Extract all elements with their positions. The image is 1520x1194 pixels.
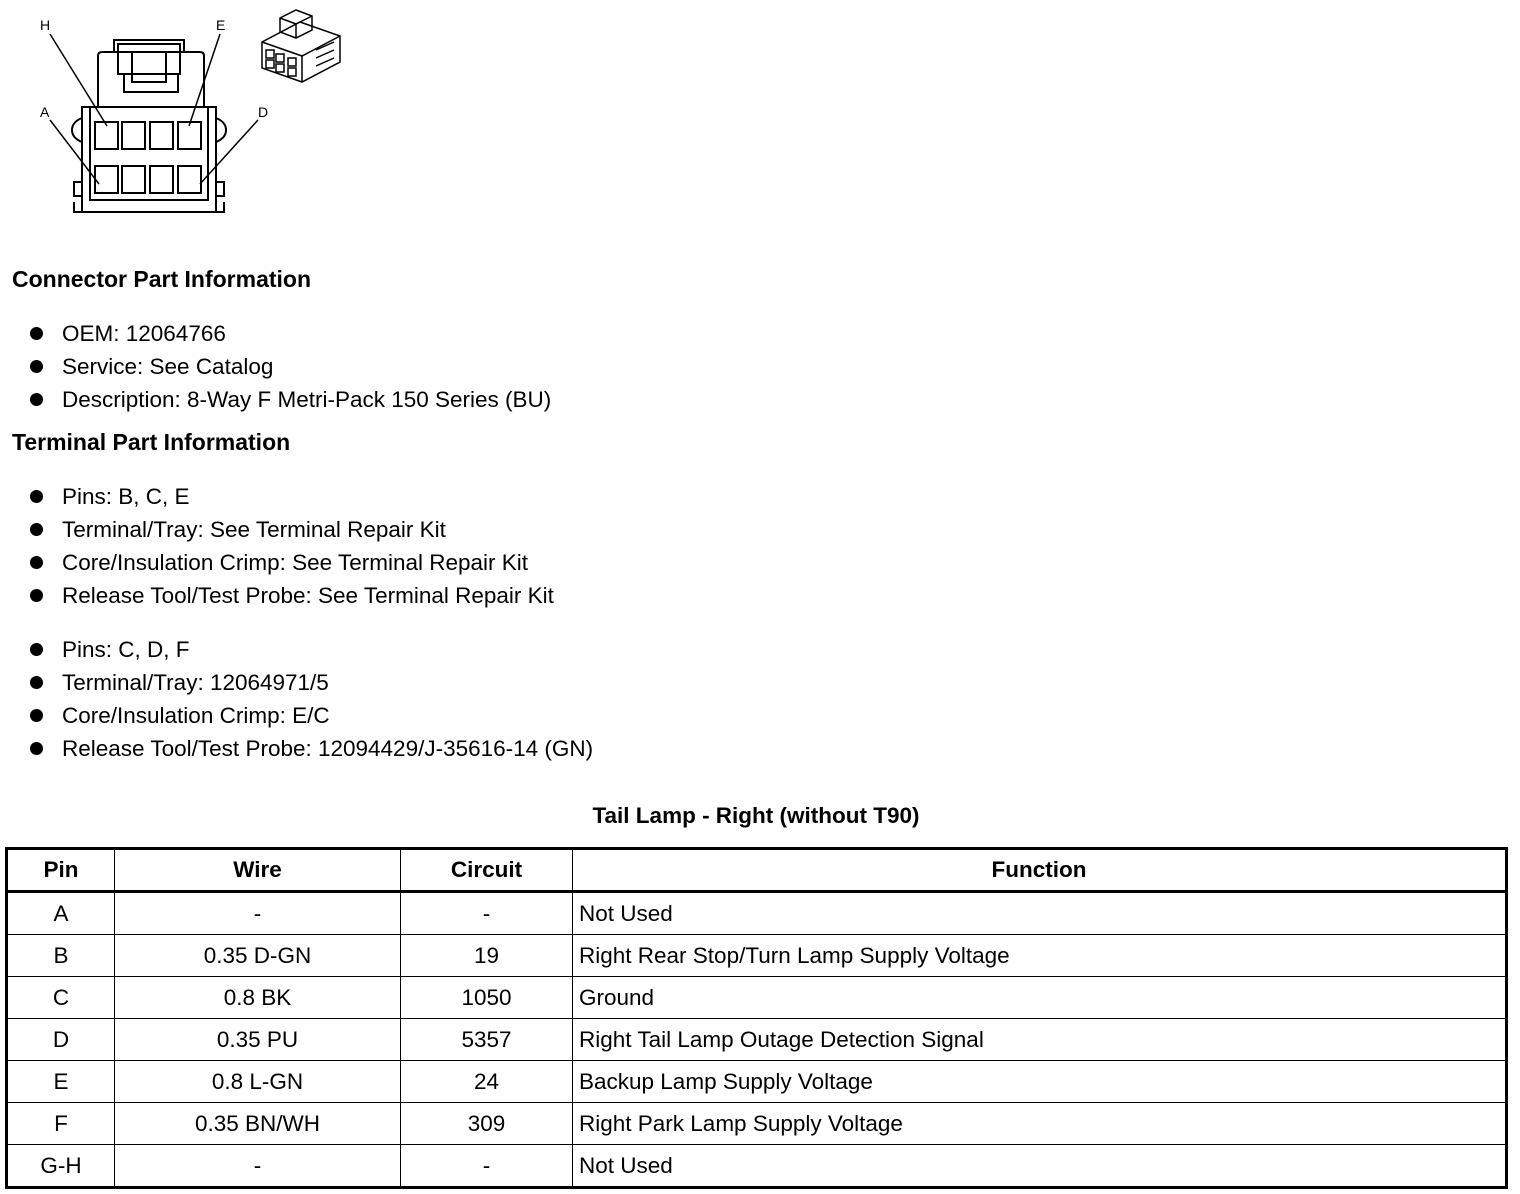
table-row [7, 892, 1507, 935]
table-row [7, 977, 1507, 1019]
pinout-table [5, 847, 1508, 1189]
table-row [7, 1019, 1507, 1061]
connector-info-heading: Connector Part Information [12, 266, 312, 292]
circuit-cell: - [401, 892, 573, 935]
list-item: OEM: 12064766 [28, 317, 551, 350]
pin-cell: F [7, 1103, 115, 1145]
list-item: Pins: C, D, F [28, 633, 593, 666]
table-row [7, 1145, 1507, 1188]
list-item: Release Tool/Test Probe: See Terminal Repair Kit [28, 579, 554, 612]
list-item: Service: See Catalog [28, 350, 551, 383]
table-row [7, 1061, 1507, 1103]
function-cell: Not Used [573, 1145, 1507, 1188]
function-cell: Ground [573, 977, 1507, 1019]
column-header-function: Function [573, 849, 1507, 892]
list-item: Terminal/Tray: See Terminal Repair Kit [28, 513, 554, 546]
circuit-cell: 1050 [401, 977, 573, 1019]
pin-cell: B [7, 935, 115, 977]
list-item: Core/Insulation Crimp: See Terminal Repair Kit [28, 546, 554, 579]
circuit-cell: 24 [401, 1061, 573, 1103]
wire-cell: - [115, 1145, 401, 1188]
pin-cell: D [7, 1019, 115, 1061]
pin-label-e: E [216, 17, 226, 33]
table-header-row [7, 849, 1507, 892]
terminal-info-group1 [28, 480, 554, 612]
list-item: Core/Insulation Crimp: E/C [28, 699, 593, 732]
wire-cell: 0.35 PU [115, 1019, 401, 1061]
connector-info-list [28, 317, 551, 416]
list-item: Description: 8-Way F Metri-Pack 150 Series (BU) [28, 383, 551, 416]
circuit-cell: - [401, 1145, 573, 1188]
pin-label-a: A [40, 104, 50, 120]
pin-cell: G-H [7, 1145, 115, 1188]
circuit-cell: 309 [401, 1103, 573, 1145]
wire-cell: 0.35 BN/WH [115, 1103, 401, 1145]
list-item: Release Tool/Test Probe: 12094429/J-35616-14 (GN) [28, 732, 593, 765]
function-cell: Right Park Lamp Supply Voltage [573, 1103, 1507, 1145]
connector-cavities [95, 122, 201, 193]
circuit-cell: 19 [401, 935, 573, 977]
circuit-cell: 5357 [401, 1019, 573, 1061]
wire-cell: 0.8 BK [115, 977, 401, 1019]
wire-cell: 0.8 L-GN [115, 1061, 401, 1103]
column-header-pin: Pin [7, 849, 115, 892]
pin-cell: C [7, 977, 115, 1019]
terminal-info-heading: Terminal Part Information [12, 429, 291, 455]
connector-3d-icon [262, 10, 340, 82]
table-row [7, 1103, 1507, 1145]
column-header-wire: Wire [115, 849, 401, 892]
connector-diagram [0, 0, 360, 225]
pin-cell: A [7, 892, 115, 935]
terminal-info-group2 [28, 633, 593, 765]
table-row [7, 935, 1507, 977]
table-title: Tail Lamp - Right (without T90) [592, 803, 920, 828]
function-cell: Not Used [573, 892, 1507, 935]
function-cell: Backup Lamp Supply Voltage [573, 1061, 1507, 1103]
function-cell: Right Rear Stop/Turn Lamp Supply Voltage [573, 935, 1507, 977]
pin-label-d: D [258, 104, 269, 120]
wire-cell: 0.35 D-GN [115, 935, 401, 977]
function-cell: Right Tail Lamp Outage Detection Signal [573, 1019, 1507, 1061]
column-header-circuit: Circuit [401, 849, 573, 892]
pin-cell: E [7, 1061, 115, 1103]
pin-label-h: H [40, 17, 51, 33]
list-item: Terminal/Tray: 12064971/5 [28, 666, 593, 699]
list-item: Pins: B, C, E [28, 480, 554, 513]
wire-cell: - [115, 892, 401, 935]
